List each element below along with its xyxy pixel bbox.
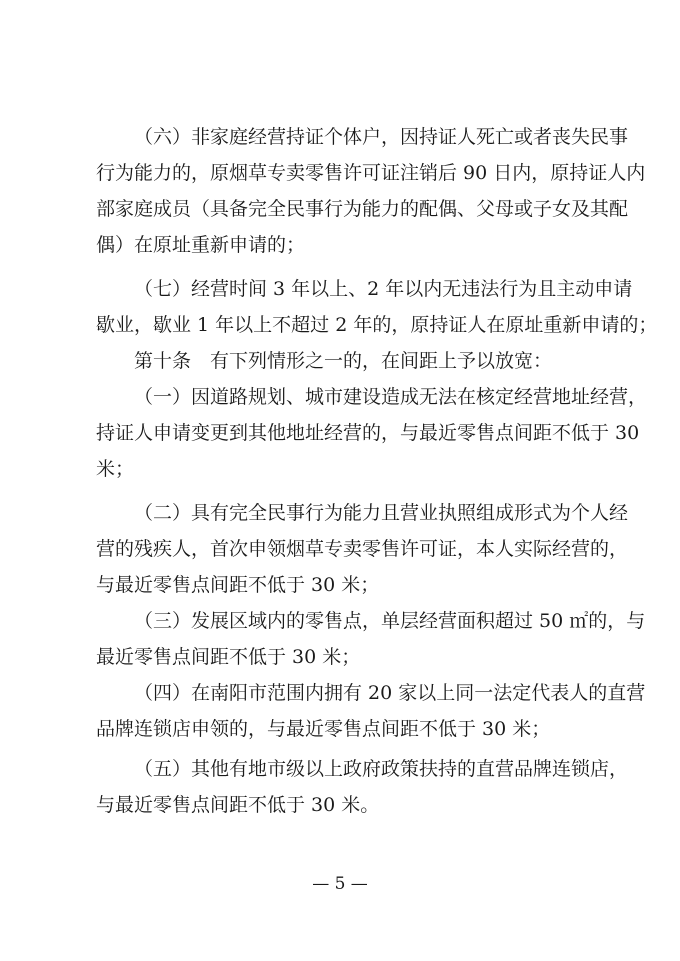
- paragraph-line: （二）具有完全民事行为能力且营业执照组成形式为个人经: [134, 502, 629, 524]
- paragraph-line: （一）因道路规划、城市建设造成无法在核定经营地址经营，: [134, 386, 648, 408]
- paragraph-line: （七）经营时间 3 年以上、2 年以内无违法行为且主动申请: [134, 278, 633, 300]
- paragraph-line: 米；: [96, 458, 135, 480]
- page-number: — 5 —: [312, 874, 368, 894]
- paragraph-line: 品牌连锁店申领的，与最近零售点间距不低于 30 米；: [96, 718, 551, 740]
- paragraph-line: 行为能力的，原烟草专卖零售许可证注销后 90 日内，原持证人内: [96, 162, 646, 184]
- paragraph-line: （五）其他有地市级以上政府政策扶持的直营品牌连锁店，: [134, 758, 629, 780]
- paragraph-line: 营的残疾人，首次申领烟草专卖零售许可证，本人实际经营的，: [96, 538, 629, 560]
- paragraph-line: （三）发展区域内的零售点，单层经营面积超过 50 ㎡的，与: [134, 610, 646, 632]
- paragraph-line: 最近零售点间距不低于 30 米；: [96, 646, 361, 668]
- paragraph-line: 与最近零售点间距不低于 30 米；: [96, 574, 380, 596]
- article-heading: 第十条 有下列情形之一的，在间距上予以放宽：: [134, 350, 553, 372]
- paragraph-line: 与最近零售点间距不低于 30 米。: [96, 794, 380, 816]
- paragraph-line: 偶）在原址重新申请的；: [96, 234, 306, 256]
- paragraph-line: （四）在南阳市范围内拥有 20 家以上同一法定代表人的直营: [134, 682, 646, 704]
- paragraph-line: 持证人申请变更到其他地址经营的，与最近零售点间距不低于 30: [96, 422, 640, 444]
- paragraph-line: 歇业，歇业 1 年以上不超过 2 年的，原持证人在原址重新申请的；: [96, 314, 658, 336]
- paragraph-line: 部家庭成员（具备完全民事行为能力的配偶、父母或子女及其配: [96, 198, 629, 220]
- paragraph-line: （六）非家庭经营持证个体户，因持证人死亡或者丧失民事: [134, 126, 629, 148]
